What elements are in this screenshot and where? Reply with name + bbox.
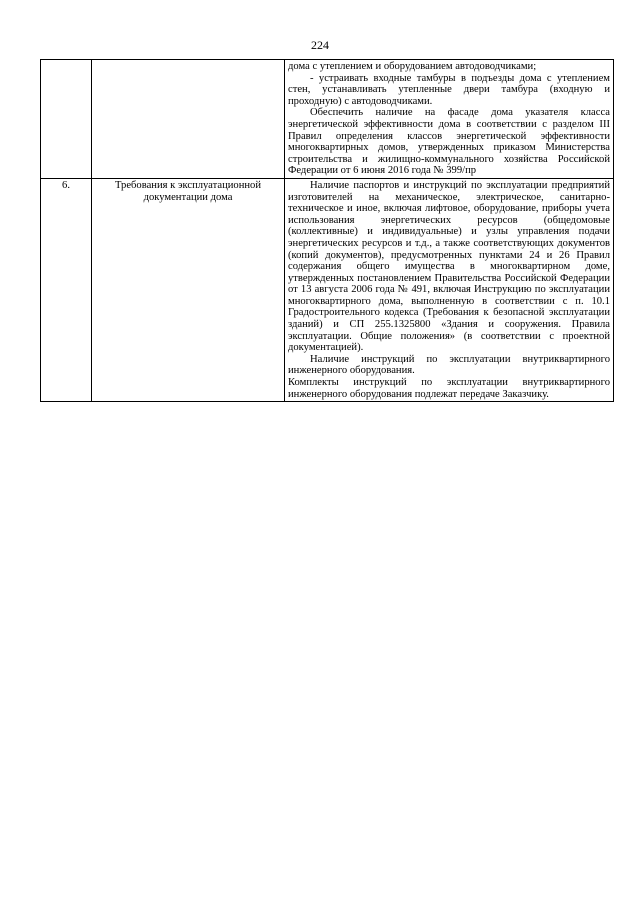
- content-paragraph: - устраивать входные тамбуры в подъезды дома с утеплением стен, устанавливать утепленные двери тамбура (входную и проходную) с автодоводчиками.: [288, 72, 610, 107]
- requirement-content-cell: [285, 60, 614, 179]
- content-paragraph: Наличие инструкций по эксплуатации внутриквартирного инженерного оборудования.: [288, 353, 610, 377]
- table-row: [41, 178, 614, 401]
- content-paragraph: Обеспечить наличие на фасаде дома указателя класса энергетической эффективности дома в соответствии с разделом III Правил определения классов энергетической эффективности многоквартирных домов, утвержденных приказом Министерства строительства и жилищно-коммунального хозяйства Российской Федерации от 6 июня 2016 года № 399/пр: [288, 107, 610, 177]
- table-row: [41, 60, 614, 179]
- row-number-cell: 6.: [41, 178, 92, 401]
- requirement-content-cell: [285, 178, 614, 401]
- requirement-name-cell: [92, 60, 285, 179]
- page-number: 224: [311, 38, 329, 52]
- content-paragraph: Комплекты инструкций по эксплуатации внутриквартирного инженерного оборудования подлежат передаче Заказчику.: [288, 377, 610, 400]
- row-number-cell: [41, 60, 92, 179]
- requirement-name-cell: Требования к эксплуатационной документации дома: [92, 178, 285, 401]
- content-paragraph: дома с утеплением и оборудованием автодоводчиками;: [288, 61, 537, 72]
- requirements-table: [40, 59, 614, 402]
- content-paragraph: Наличие паспортов и инструкций по эксплуатации предприятий изготовителей на механическое, электрическое, санитарно-техническое и иное, включая лифтовое, оборудование, приборы учета использования энергетических ресурсов (общедомовые (коллективные) и индивидуальные) и узлы управления подачи энергетических ресурсов и т.д., а также соответствующих документов (копий документов), предусмотренных пунктами 24 и 26 Правил содержания общего имущества в многоквартирном доме, утвержденных постановлением Правительства Российской Федерации от 13 августа 2006 года № 491, включая Инструкцию по эксплуатации многоквартирного дома, выполненную в соответствии с п. 10.1 Градостроительного кодекса (Требования к безопасной эксплуатации зданий) и СП 255.1325800 «Здания и сооружения. Правила эксплуатации. Общие положения» (в соответствии с проектной документацией).: [288, 179, 610, 354]
